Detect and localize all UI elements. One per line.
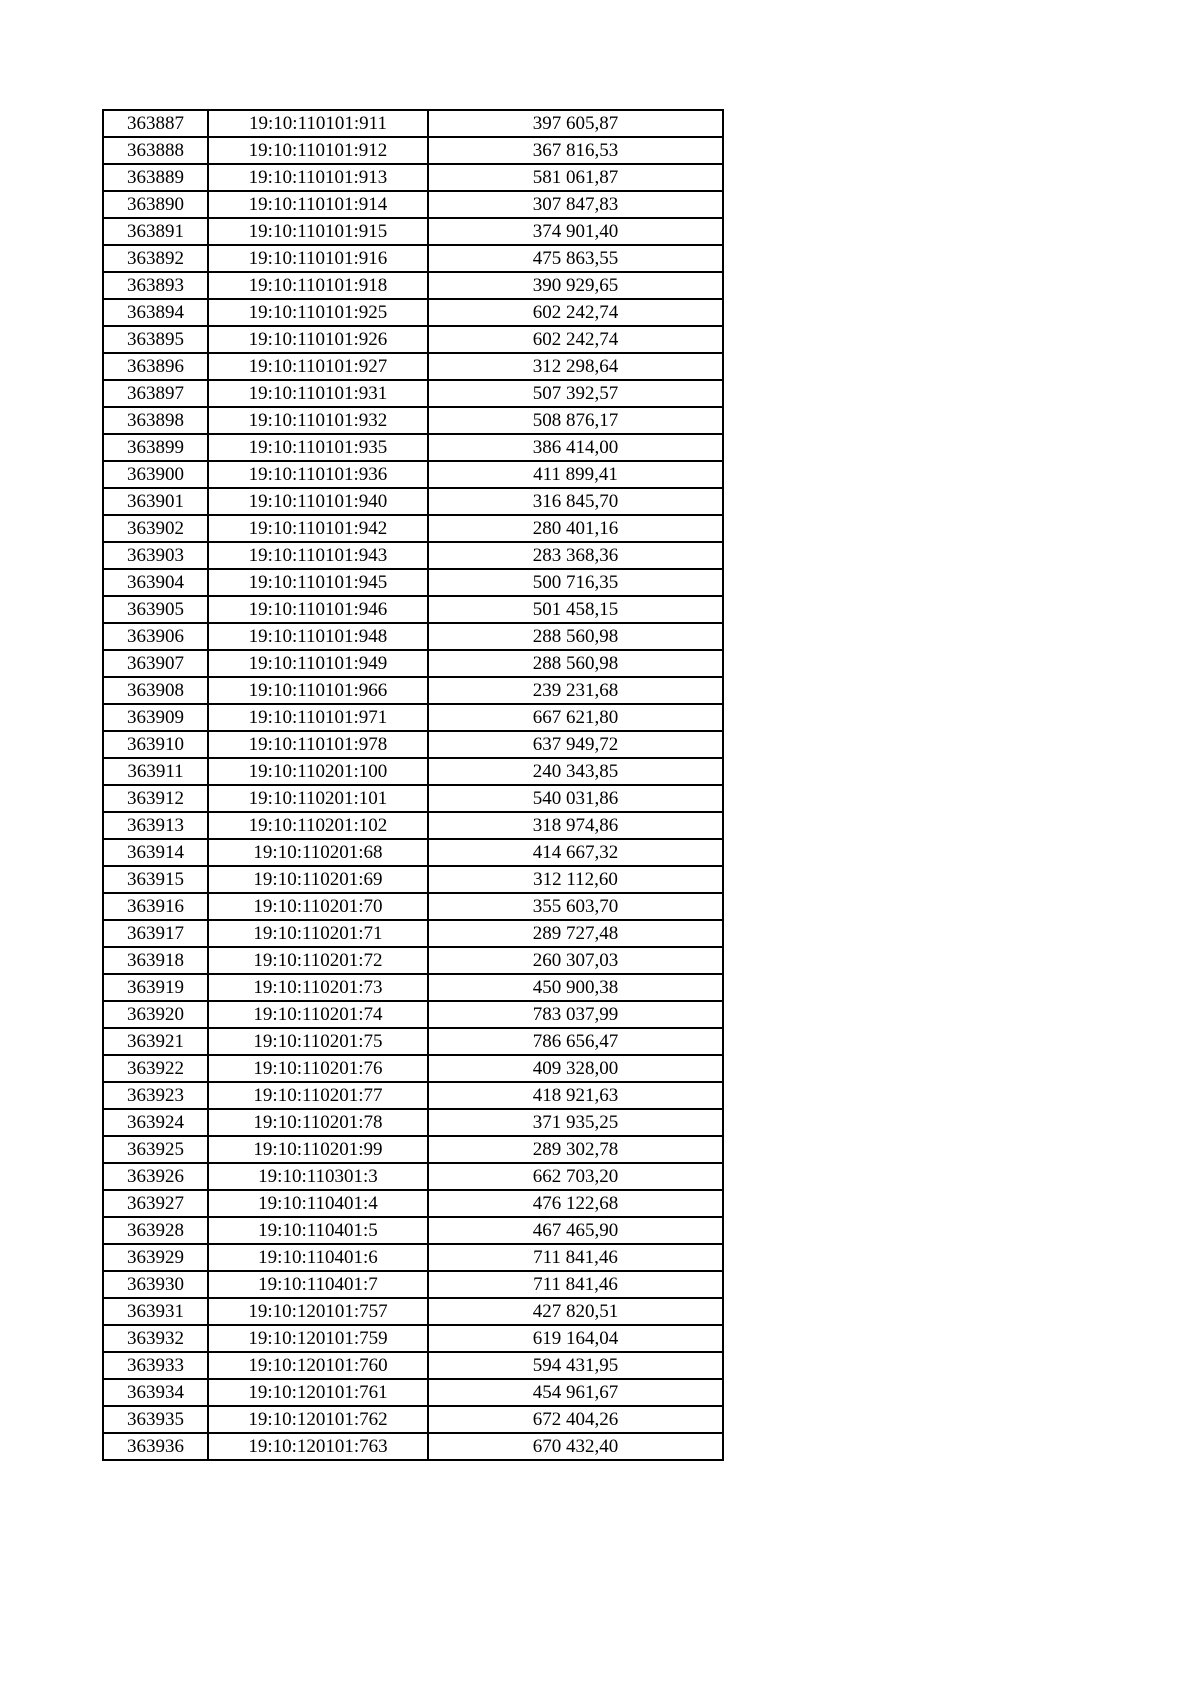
cadastral-number-cell: 19:10:110101:911	[208, 110, 428, 137]
row-number-cell: 363925	[103, 1136, 208, 1163]
table-row	[103, 731, 723, 758]
cadastral-number-cell: 19:10:110201:77	[208, 1082, 428, 1109]
value-cell: 418 921,63	[428, 1082, 723, 1109]
table-row	[103, 758, 723, 785]
table-row	[103, 353, 723, 380]
value-cell: 289 302,78	[428, 1136, 723, 1163]
table-row	[103, 947, 723, 974]
row-number-cell: 363899	[103, 434, 208, 461]
value-cell: 411 899,41	[428, 461, 723, 488]
cadastral-number-cell: 19:10:110101:943	[208, 542, 428, 569]
table-row	[103, 920, 723, 947]
value-cell: 386 414,00	[428, 434, 723, 461]
cadastral-number-cell: 19:10:110201:75	[208, 1028, 428, 1055]
cadastral-number-cell: 19:10:110201:74	[208, 1001, 428, 1028]
row-number-cell: 363896	[103, 353, 208, 380]
value-cell: 508 876,17	[428, 407, 723, 434]
row-number-cell: 363908	[103, 677, 208, 704]
table-body	[103, 110, 723, 1460]
cadastral-number-cell: 19:10:110101:931	[208, 380, 428, 407]
table-row	[103, 1352, 723, 1379]
table-row	[103, 1406, 723, 1433]
value-cell: 667 621,80	[428, 704, 723, 731]
row-number-cell: 363887	[103, 110, 208, 137]
value-cell: 602 242,74	[428, 326, 723, 353]
value-cell: 711 841,46	[428, 1244, 723, 1271]
cadastral-number-cell: 19:10:110201:99	[208, 1136, 428, 1163]
value-cell: 427 820,51	[428, 1298, 723, 1325]
value-cell: 397 605,87	[428, 110, 723, 137]
value-cell: 371 935,25	[428, 1109, 723, 1136]
cadastral-number-cell: 19:10:110201:78	[208, 1109, 428, 1136]
table-row	[103, 299, 723, 326]
cadastral-number-cell: 19:10:110101:912	[208, 137, 428, 164]
table-row	[103, 839, 723, 866]
row-number-cell: 363900	[103, 461, 208, 488]
value-cell: 283 368,36	[428, 542, 723, 569]
value-cell: 289 727,48	[428, 920, 723, 947]
table-row	[103, 596, 723, 623]
value-cell: 307 847,83	[428, 191, 723, 218]
row-number-cell: 363918	[103, 947, 208, 974]
table-row	[103, 569, 723, 596]
cadastral-number-cell: 19:10:120101:762	[208, 1406, 428, 1433]
table-row	[103, 1271, 723, 1298]
value-cell: 355 603,70	[428, 893, 723, 920]
cadastral-number-cell: 19:10:110101:948	[208, 623, 428, 650]
value-cell: 711 841,46	[428, 1271, 723, 1298]
cadastral-number-cell: 19:10:110101:914	[208, 191, 428, 218]
row-number-cell: 363926	[103, 1163, 208, 1190]
value-cell: 500 716,35	[428, 569, 723, 596]
row-number-cell: 363933	[103, 1352, 208, 1379]
cadastral-number-cell: 19:10:110101:966	[208, 677, 428, 704]
cadastral-number-cell: 19:10:120101:757	[208, 1298, 428, 1325]
cadastral-number-cell: 19:10:110101:918	[208, 272, 428, 299]
row-number-cell: 363889	[103, 164, 208, 191]
value-cell: 288 560,98	[428, 623, 723, 650]
table-row	[103, 380, 723, 407]
cadastral-number-cell: 19:10:110101:935	[208, 434, 428, 461]
table-row	[103, 245, 723, 272]
table-row	[103, 137, 723, 164]
value-cell: 786 656,47	[428, 1028, 723, 1055]
cadastral-number-cell: 19:10:110101:913	[208, 164, 428, 191]
value-cell: 260 307,03	[428, 947, 723, 974]
value-cell: 312 112,60	[428, 866, 723, 893]
row-number-cell: 363890	[103, 191, 208, 218]
row-number-cell: 363924	[103, 1109, 208, 1136]
row-number-cell: 363931	[103, 1298, 208, 1325]
table-row	[103, 1433, 723, 1460]
row-number-cell: 363902	[103, 515, 208, 542]
cadastral-number-cell: 19:10:110201:68	[208, 839, 428, 866]
table-row	[103, 191, 723, 218]
value-cell: 316 845,70	[428, 488, 723, 515]
value-cell: 312 298,64	[428, 353, 723, 380]
cadastral-number-cell: 19:10:110401:7	[208, 1271, 428, 1298]
cadastral-number-cell: 19:10:110101:915	[208, 218, 428, 245]
row-number-cell: 363935	[103, 1406, 208, 1433]
value-cell: 540 031,86	[428, 785, 723, 812]
row-number-cell: 363928	[103, 1217, 208, 1244]
row-number-cell: 363905	[103, 596, 208, 623]
table-row	[103, 785, 723, 812]
cadastral-number-cell: 19:10:110201:76	[208, 1055, 428, 1082]
row-number-cell: 363930	[103, 1271, 208, 1298]
table-row	[103, 974, 723, 1001]
table-row	[103, 1163, 723, 1190]
table-row	[103, 164, 723, 191]
row-number-cell: 363913	[103, 812, 208, 839]
row-number-cell: 363912	[103, 785, 208, 812]
cadastral-number-cell: 19:10:110201:73	[208, 974, 428, 1001]
row-number-cell: 363906	[103, 623, 208, 650]
value-cell: 414 667,32	[428, 839, 723, 866]
cadastral-number-cell: 19:10:120101:760	[208, 1352, 428, 1379]
row-number-cell: 363892	[103, 245, 208, 272]
value-cell: 454 961,67	[428, 1379, 723, 1406]
table-row	[103, 515, 723, 542]
table-row	[103, 866, 723, 893]
table-row	[103, 1379, 723, 1406]
cadastral-number-cell: 19:10:110401:4	[208, 1190, 428, 1217]
table-row	[103, 272, 723, 299]
table-row	[103, 1325, 723, 1352]
value-cell: 507 392,57	[428, 380, 723, 407]
cadastral-number-cell: 19:10:110101:945	[208, 569, 428, 596]
value-cell: 450 900,38	[428, 974, 723, 1001]
table-row	[103, 1109, 723, 1136]
cadastral-number-cell: 19:10:110201:102	[208, 812, 428, 839]
value-cell: 475 863,55	[428, 245, 723, 272]
row-number-cell: 363904	[103, 569, 208, 596]
cadastral-number-cell: 19:10:110201:69	[208, 866, 428, 893]
cadastral-number-cell: 19:10:110101:946	[208, 596, 428, 623]
value-cell: 783 037,99	[428, 1001, 723, 1028]
row-number-cell: 363915	[103, 866, 208, 893]
value-cell: 637 949,72	[428, 731, 723, 758]
row-number-cell: 363891	[103, 218, 208, 245]
row-number-cell: 363929	[103, 1244, 208, 1271]
value-cell: 581 061,87	[428, 164, 723, 191]
value-cell: 318 974,86	[428, 812, 723, 839]
table-row	[103, 677, 723, 704]
cadastral-number-cell: 19:10:110101:926	[208, 326, 428, 353]
table-row	[103, 218, 723, 245]
row-number-cell: 363911	[103, 758, 208, 785]
row-number-cell: 363923	[103, 1082, 208, 1109]
cadastral-number-cell: 19:10:120101:759	[208, 1325, 428, 1352]
cadastral-number-cell: 19:10:110101:971	[208, 704, 428, 731]
cadastral-number-cell: 19:10:110201:100	[208, 758, 428, 785]
table-row	[103, 110, 723, 137]
value-cell: 288 560,98	[428, 650, 723, 677]
row-number-cell: 363922	[103, 1055, 208, 1082]
value-cell: 670 432,40	[428, 1433, 723, 1460]
row-number-cell: 363897	[103, 380, 208, 407]
table-row	[103, 623, 723, 650]
table-row	[103, 1298, 723, 1325]
value-cell: 409 328,00	[428, 1055, 723, 1082]
value-cell: 239 231,68	[428, 677, 723, 704]
cadastral-number-cell: 19:10:110101:949	[208, 650, 428, 677]
cadastral-number-cell: 19:10:110101:916	[208, 245, 428, 272]
value-cell: 619 164,04	[428, 1325, 723, 1352]
table-row	[103, 434, 723, 461]
value-cell: 501 458,15	[428, 596, 723, 623]
table-row	[103, 488, 723, 515]
table-row	[103, 1001, 723, 1028]
row-number-cell: 363894	[103, 299, 208, 326]
cadastral-number-cell: 19:10:110101:925	[208, 299, 428, 326]
row-number-cell: 363914	[103, 839, 208, 866]
row-number-cell: 363898	[103, 407, 208, 434]
cadastral-number-cell: 19:10:120101:761	[208, 1379, 428, 1406]
table-row	[103, 812, 723, 839]
value-cell: 594 431,95	[428, 1352, 723, 1379]
row-number-cell: 363895	[103, 326, 208, 353]
value-cell: 367 816,53	[428, 137, 723, 164]
table-row	[103, 1190, 723, 1217]
value-cell: 672 404,26	[428, 1406, 723, 1433]
value-cell: 662 703,20	[428, 1163, 723, 1190]
cadastral-number-cell: 19:10:110101:932	[208, 407, 428, 434]
row-number-cell: 363909	[103, 704, 208, 731]
value-cell: 390 929,65	[428, 272, 723, 299]
cadastral-number-cell: 19:10:110301:3	[208, 1163, 428, 1190]
row-number-cell: 363910	[103, 731, 208, 758]
row-number-cell: 363936	[103, 1433, 208, 1460]
cadastral-number-cell: 19:10:110101:936	[208, 461, 428, 488]
table-row	[103, 1055, 723, 1082]
table-row	[103, 326, 723, 353]
data-table	[102, 109, 724, 1461]
row-number-cell: 363888	[103, 137, 208, 164]
row-number-cell: 363917	[103, 920, 208, 947]
cadastral-number-cell: 19:10:120101:763	[208, 1433, 428, 1460]
table-row	[103, 1028, 723, 1055]
table-row	[103, 1244, 723, 1271]
cadastral-number-cell: 19:10:110401:6	[208, 1244, 428, 1271]
row-number-cell: 363919	[103, 974, 208, 1001]
table-row	[103, 893, 723, 920]
table-row	[103, 1136, 723, 1163]
value-cell: 467 465,90	[428, 1217, 723, 1244]
row-number-cell: 363921	[103, 1028, 208, 1055]
value-cell: 280 401,16	[428, 515, 723, 542]
value-cell: 602 242,74	[428, 299, 723, 326]
cadastral-number-cell: 19:10:110101:927	[208, 353, 428, 380]
row-number-cell: 363901	[103, 488, 208, 515]
cadastral-number-cell: 19:10:110201:71	[208, 920, 428, 947]
table-row	[103, 1217, 723, 1244]
row-number-cell: 363903	[103, 542, 208, 569]
row-number-cell: 363932	[103, 1325, 208, 1352]
value-cell: 240 343,85	[428, 758, 723, 785]
cadastral-number-cell: 19:10:110101:942	[208, 515, 428, 542]
cadastral-number-cell: 19:10:110201:72	[208, 947, 428, 974]
table-row	[103, 650, 723, 677]
row-number-cell: 363927	[103, 1190, 208, 1217]
cadastral-number-cell: 19:10:110201:70	[208, 893, 428, 920]
cadastral-number-cell: 19:10:110101:940	[208, 488, 428, 515]
table-row	[103, 704, 723, 731]
value-cell: 374 901,40	[428, 218, 723, 245]
value-cell: 476 122,68	[428, 1190, 723, 1217]
row-number-cell: 363934	[103, 1379, 208, 1406]
table-row	[103, 461, 723, 488]
cadastral-number-cell: 19:10:110401:5	[208, 1217, 428, 1244]
row-number-cell: 363920	[103, 1001, 208, 1028]
row-number-cell: 363907	[103, 650, 208, 677]
table-row	[103, 407, 723, 434]
table-row	[103, 542, 723, 569]
cadastral-number-cell: 19:10:110101:978	[208, 731, 428, 758]
row-number-cell: 363916	[103, 893, 208, 920]
row-number-cell: 363893	[103, 272, 208, 299]
table-row	[103, 1082, 723, 1109]
cadastral-number-cell: 19:10:110201:101	[208, 785, 428, 812]
